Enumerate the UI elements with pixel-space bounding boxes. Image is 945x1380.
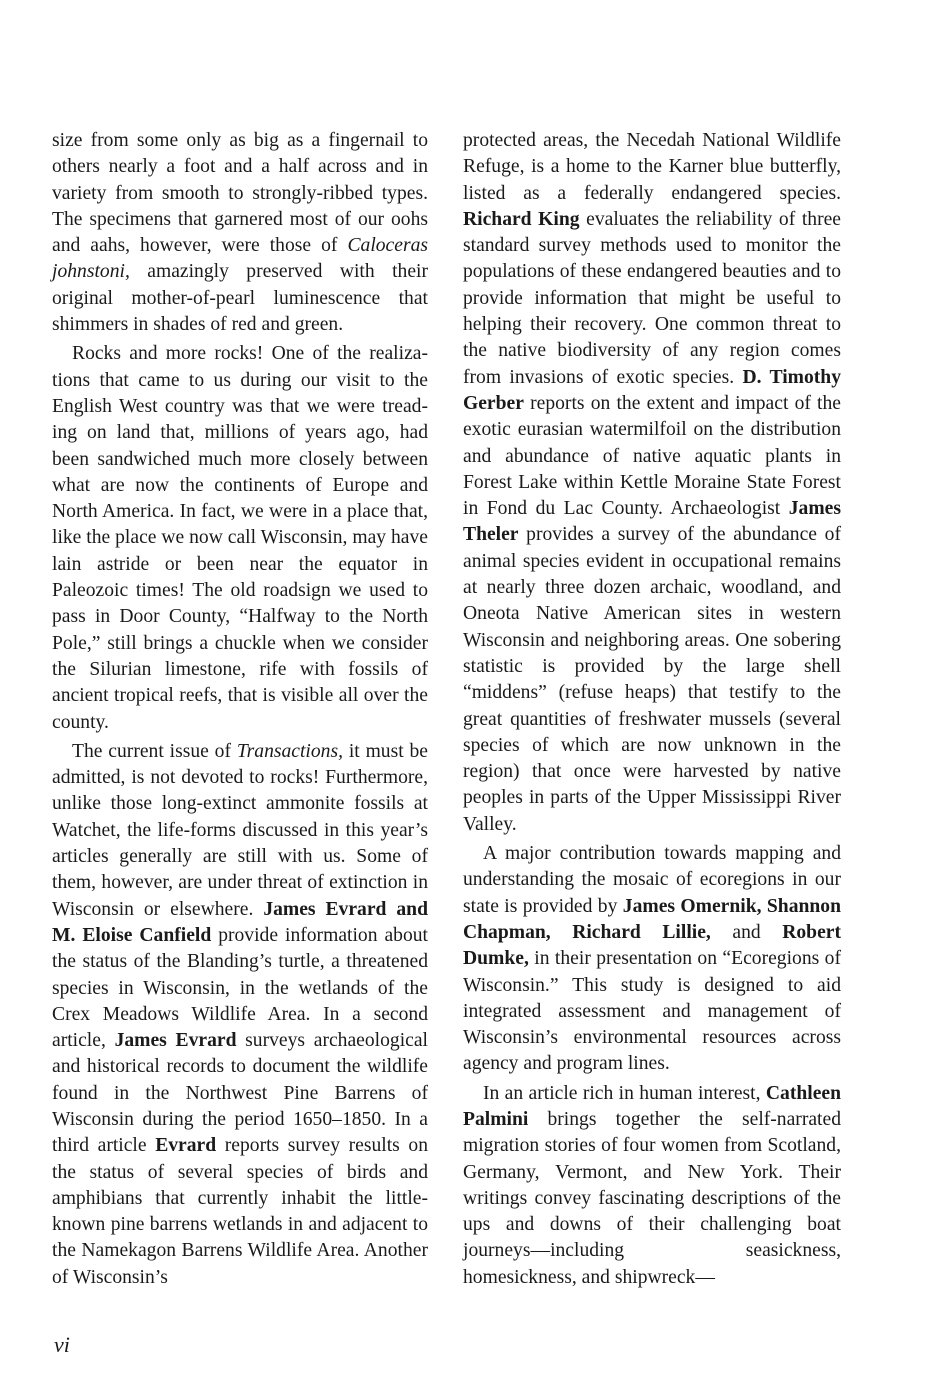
right-column bbox=[463, 128, 841, 1291]
paragraph: In an article rich in human interest, Cathleen Palmini brings together the self-narrated migration stories of four women from Scotland, Germany, Vermont, and New York. Their writings convey fascinating descriptions of the ups and downs of their challenging boat journeys—including seasickness, homesickness, and shipwreck— bbox=[463, 1082, 841, 1288]
author-name: Robert Dumke, bbox=[463, 921, 841, 970]
author-name: James Evrard and M. Eloise Canfield bbox=[52, 898, 428, 946]
author-name: James Omernik, Shannon Chapman, Richard Lillie, bbox=[463, 895, 841, 943]
paragraph: protected areas, the Necedah National Wildlife Refuge, is a home to the Karner blue butterfly, listed as a federally endangered species. Richard King evaluates the reliability of three standard survey methods used to monitor the populations of these endangered beauties and to provide information that might be useful to helping their recovery. One common threat to the native biodiversity of any region comes from invasions of exotic species. D. Timothy Gerber reports on the extent and impact of the exotic eurasian watermilfoil on the distribution and abundance of native aquatic plants in Forest Lake within Kettle Moraine State Forest in Fond du Lac County. Archaeologist James Theler provides a survey of the abundance of animal species evident in occupational remains at nearly three dozen archaic, woodland, and Oneota Native American sites in western Wisconsin and neighboring areas. One sobering statistic is provided by the large shell “middens” (refuse heaps) that testify to the great quantities of freshwater mussels (several species of which are now unknown in the region) that once were harvested by native peoples in parts of the Upper Mississippi River Valley. bbox=[463, 130, 842, 835]
author-name: Richard King bbox=[463, 208, 580, 230]
journal-title: Transactions, bbox=[236, 740, 343, 762]
species-name: Caloceras johnstoni, bbox=[52, 235, 428, 283]
paragraph: A major contribution towards mapping and understanding the mosaic of ecoregions in our state is provided by James Omernik, Shannon Chapman, Richard Lillie, and Robert Dumke, in their presentation on “Ecoregions of Wisconsin.” This study is designed to aid integrated assessment and management of Wisconsin’s environmental resources across agency and program lines. bbox=[463, 843, 841, 1075]
author-name: James Theler bbox=[463, 498, 841, 546]
paragraph: Rocks and more rocks! One of the realizations that came to us during our visit to the English West country was that we were treading on land that, millions of years ago, had been sandwiched much more closely between what are now the continents of Europe and North America. In fact, we were in a place that, like the place we now call Wisconsin, may have lain astride or been near the equator in Paleozoic times! The old roadsign we used to pass in Door County, “Halfway to the North Pole,” still brings a chuckle when we consider the Silurian limestone, rife with fossils of ancient tropical reefs, that is visible all over the county. bbox=[52, 343, 428, 733]
paragraph: The current issue of Transactions, it must be admitted, is not devoted to rocks! Furthermore, unlike those long-extinct ammonite fossils at Watchet, the life-forms discussed in this year’s articles generally are still with us. Some of them, however, are under threat of extinction in Wisconsin or elsewhere. James Evrard and M. Eloise Canfield provide information about the status of the Blanding’s turtle, a threatened species in Wisconsin, in the wetlands of the Crex Meadows Wildlife Area. In a second article, James Evrard surveys archaeological and historical records to document the wildlife found in the Northwest Pine Barrens of Wisconsin during the period 1650–1850. In a third article Evrard reports survey results on the status of several species of birds and amphibians that currently inhabit the little-known pine barrens wetlands in and adjacent to the Namekagon Barrens Wildlife Area. Another of Wisconsin’s bbox=[52, 740, 429, 1288]
page-number: vi bbox=[54, 1332, 70, 1357]
author-name: D. Timothy Gerber bbox=[463, 366, 841, 414]
author-name: James Evrard bbox=[114, 1030, 237, 1052]
paragraph: size from some only as big as a fingernail to others nearly a foot and a half across and in variety from smooth to strongly-ribbed types. The specimens that garnered most of our oohs and aahs, however, were those of Caloceras johnstoni, amazingly preserved with their original mother-of-pearl luminescence that shimmers in shades of red and green. bbox=[52, 130, 428, 336]
author-name: Cathleen Palmini bbox=[463, 1082, 841, 1130]
author-name: Evrard bbox=[155, 1135, 217, 1157]
left-column bbox=[52, 128, 428, 1291]
